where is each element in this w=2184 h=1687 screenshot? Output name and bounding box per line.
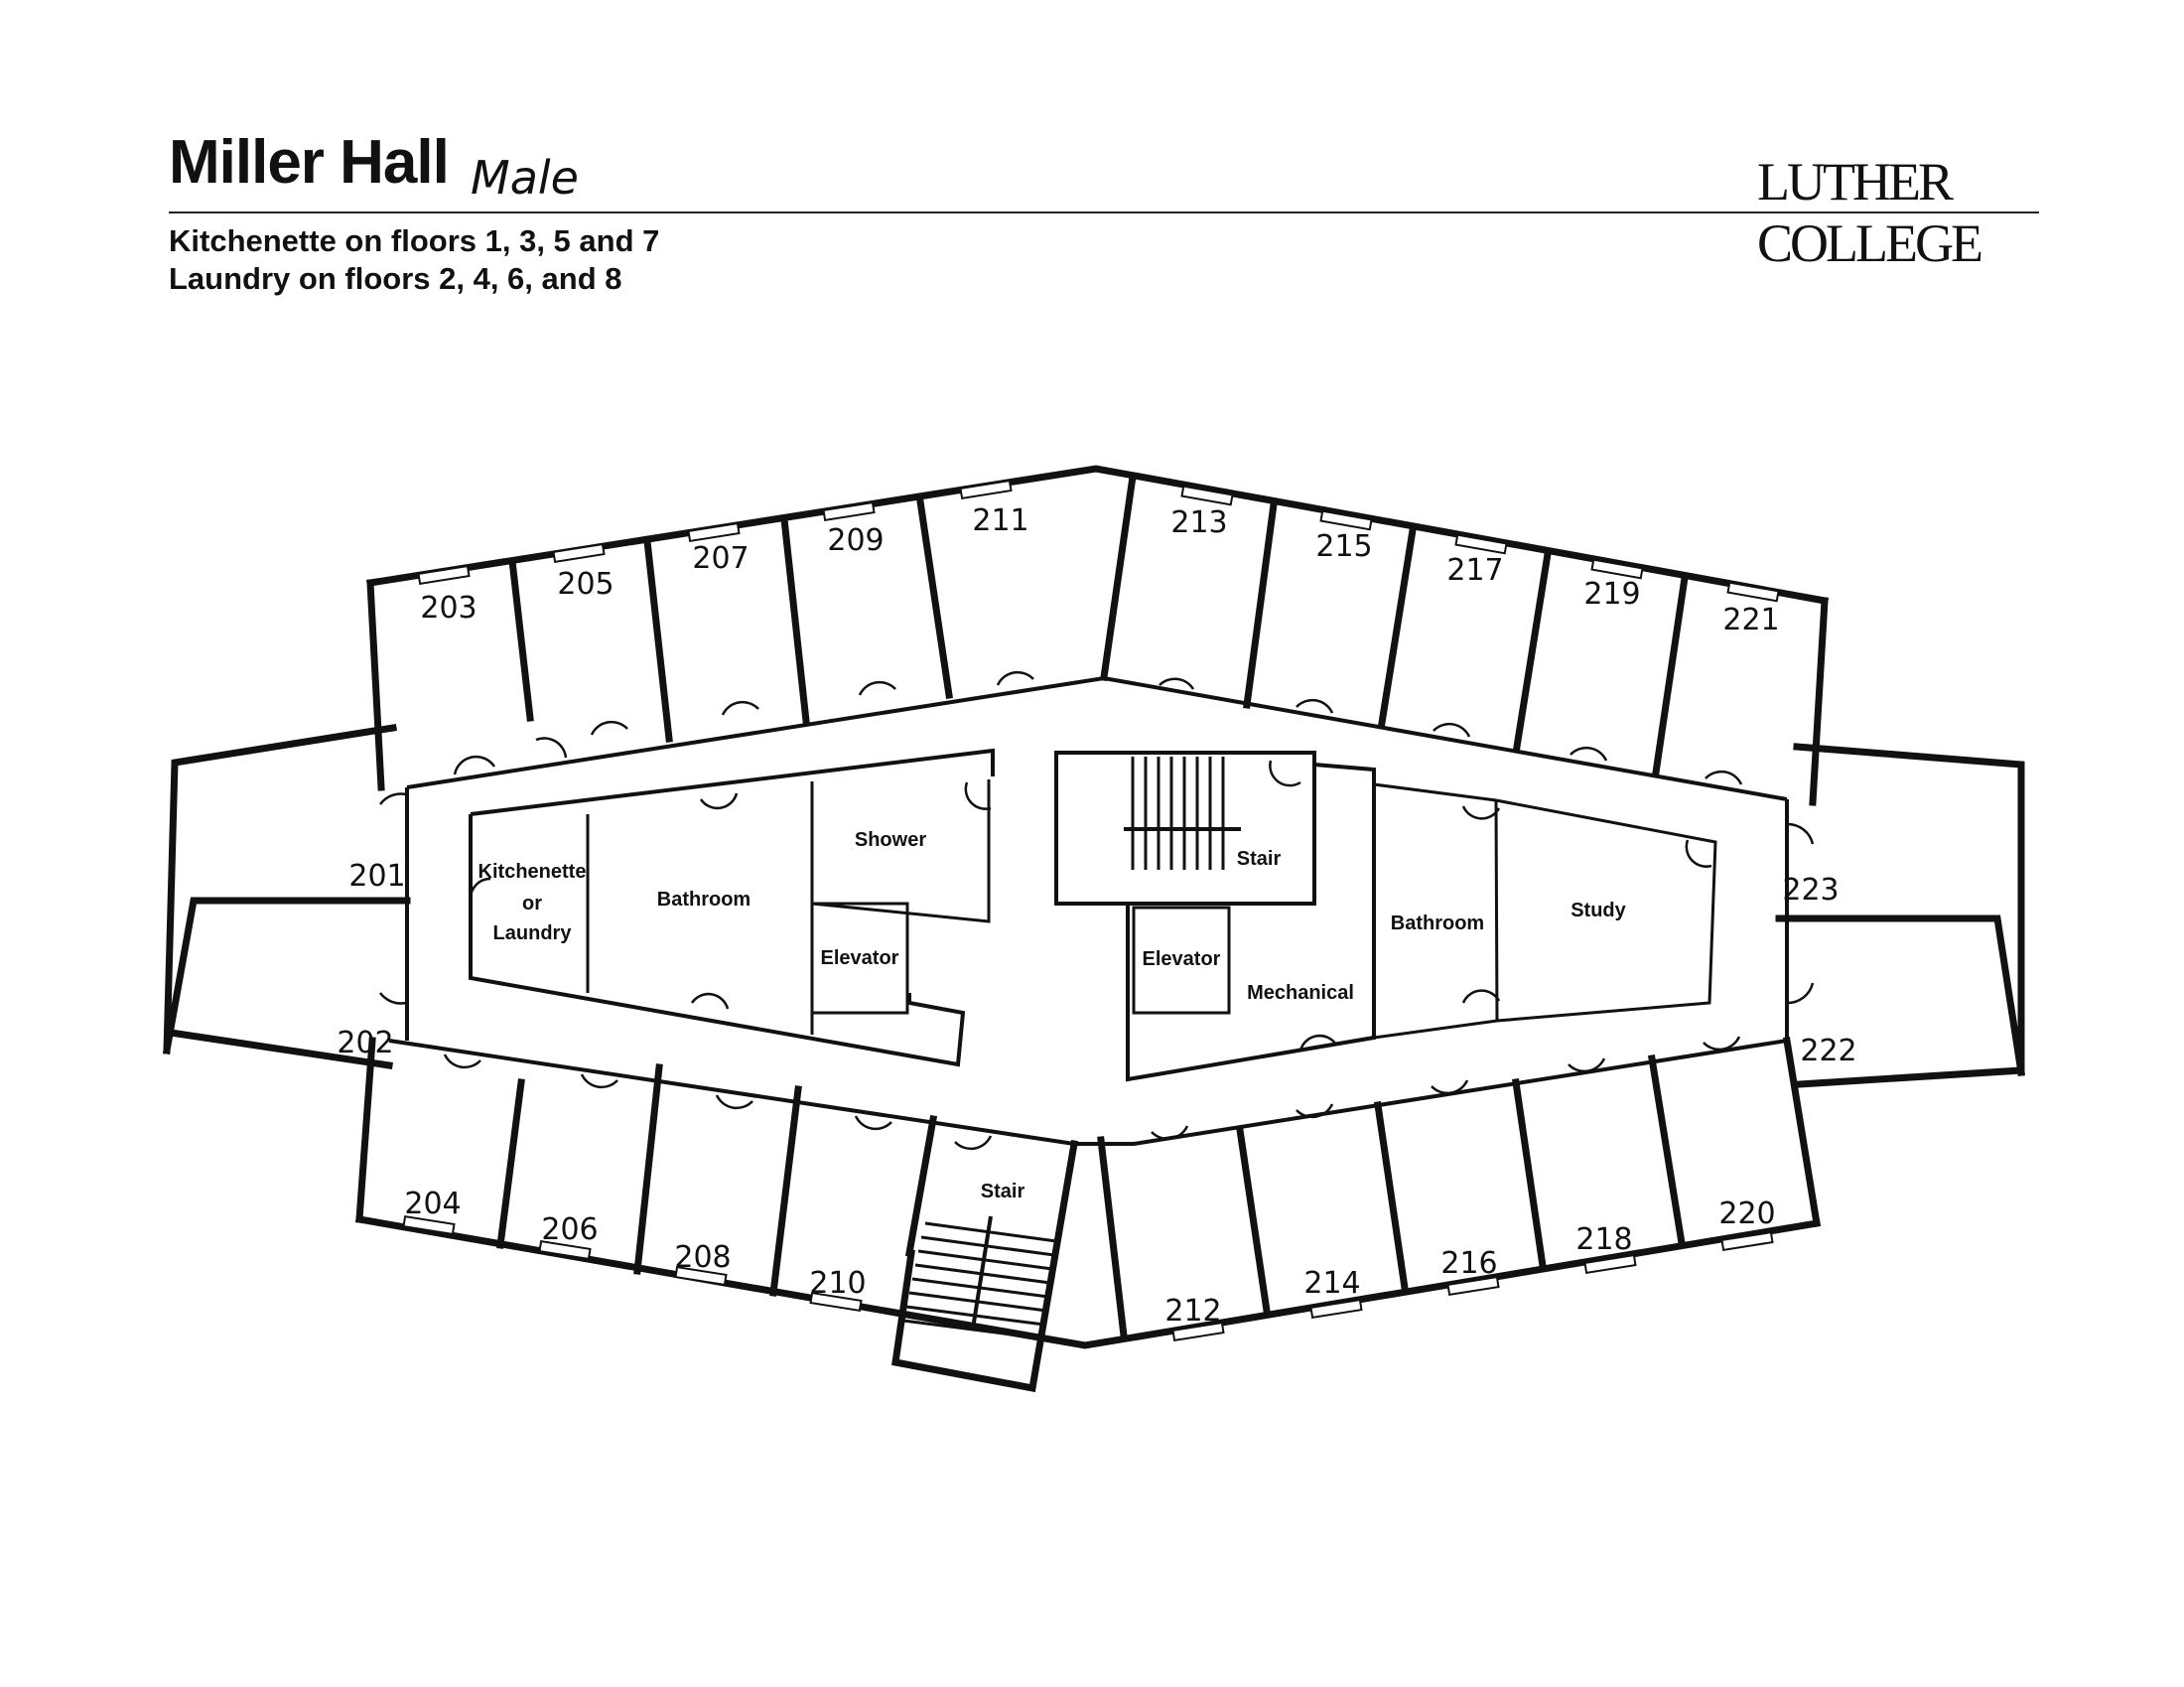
- room-223: 223: [1782, 873, 1840, 908]
- college-logo: LUTHER COLLEGE: [1757, 152, 1980, 273]
- room-205: 205: [557, 567, 614, 602]
- elevator-west-label: Elevator: [820, 947, 899, 969]
- east-wing-upper: [1797, 747, 2021, 1072]
- room-214: 214: [1303, 1266, 1361, 1301]
- room-222: 222: [1800, 1034, 1857, 1068]
- room-215: 215: [1315, 529, 1373, 564]
- south-corridor-wall: [389, 1041, 1787, 1144]
- mechanical-label: Mechanical: [1247, 982, 1354, 1004]
- room-220: 220: [1718, 1196, 1776, 1231]
- laundry-note: Laundry on floors 2, 4, 6, and 8: [169, 261, 622, 296]
- east-wing-lower: [1799, 1070, 2021, 1084]
- north-stair-treads: [1124, 757, 1241, 870]
- page-title: Miller Hall: [169, 128, 449, 197]
- elevator-east-label: Elevator: [1142, 948, 1221, 970]
- room-216: 216: [1440, 1246, 1498, 1281]
- room-207: 207: [692, 541, 750, 576]
- stair-north-label: Stair: [1236, 848, 1282, 870]
- north-partitions: [512, 477, 1685, 773]
- room-219: 219: [1583, 577, 1641, 612]
- room-numbers: [337, 503, 1856, 1329]
- ne-wall: [1813, 601, 1825, 802]
- room-218: 218: [1575, 1222, 1633, 1257]
- room-221: 221: [1722, 603, 1780, 637]
- room-201: 201: [348, 859, 406, 894]
- stair-south-label: Stair: [980, 1181, 1025, 1202]
- study-label: Study: [1570, 900, 1626, 921]
- room-208: 208: [674, 1240, 732, 1275]
- nw-wall: [370, 583, 381, 787]
- shower-label: Shower: [854, 829, 927, 851]
- south-partitions: [500, 1058, 1682, 1336]
- room-204: 204: [404, 1187, 462, 1221]
- room-206: 206: [541, 1212, 599, 1247]
- room-202: 202: [337, 1026, 394, 1060]
- kitchenette-note: Kitchenette on floors 1, 3, 5 and 7: [169, 223, 660, 258]
- bathroom-west-label: Bathroom: [656, 889, 751, 911]
- sw-wall: [359, 1041, 372, 1219]
- room-203: 203: [420, 591, 478, 626]
- north-corridor-wall: [407, 678, 1787, 799]
- bathroom-east-label: Bathroom: [1390, 913, 1485, 934]
- room-213: 213: [1170, 505, 1228, 540]
- room-212: 212: [1164, 1294, 1222, 1329]
- room-210: 210: [809, 1266, 867, 1301]
- room-217: 217: [1446, 553, 1504, 588]
- room-211: 211: [972, 503, 1029, 538]
- room-209: 209: [827, 523, 885, 558]
- kitchenette-or-label: or: [522, 893, 542, 914]
- laundry-label: Laundry: [492, 922, 572, 944]
- kitchenette-label: Kitchenette: [478, 861, 587, 883]
- handwritten-annotation: Male: [471, 151, 579, 205]
